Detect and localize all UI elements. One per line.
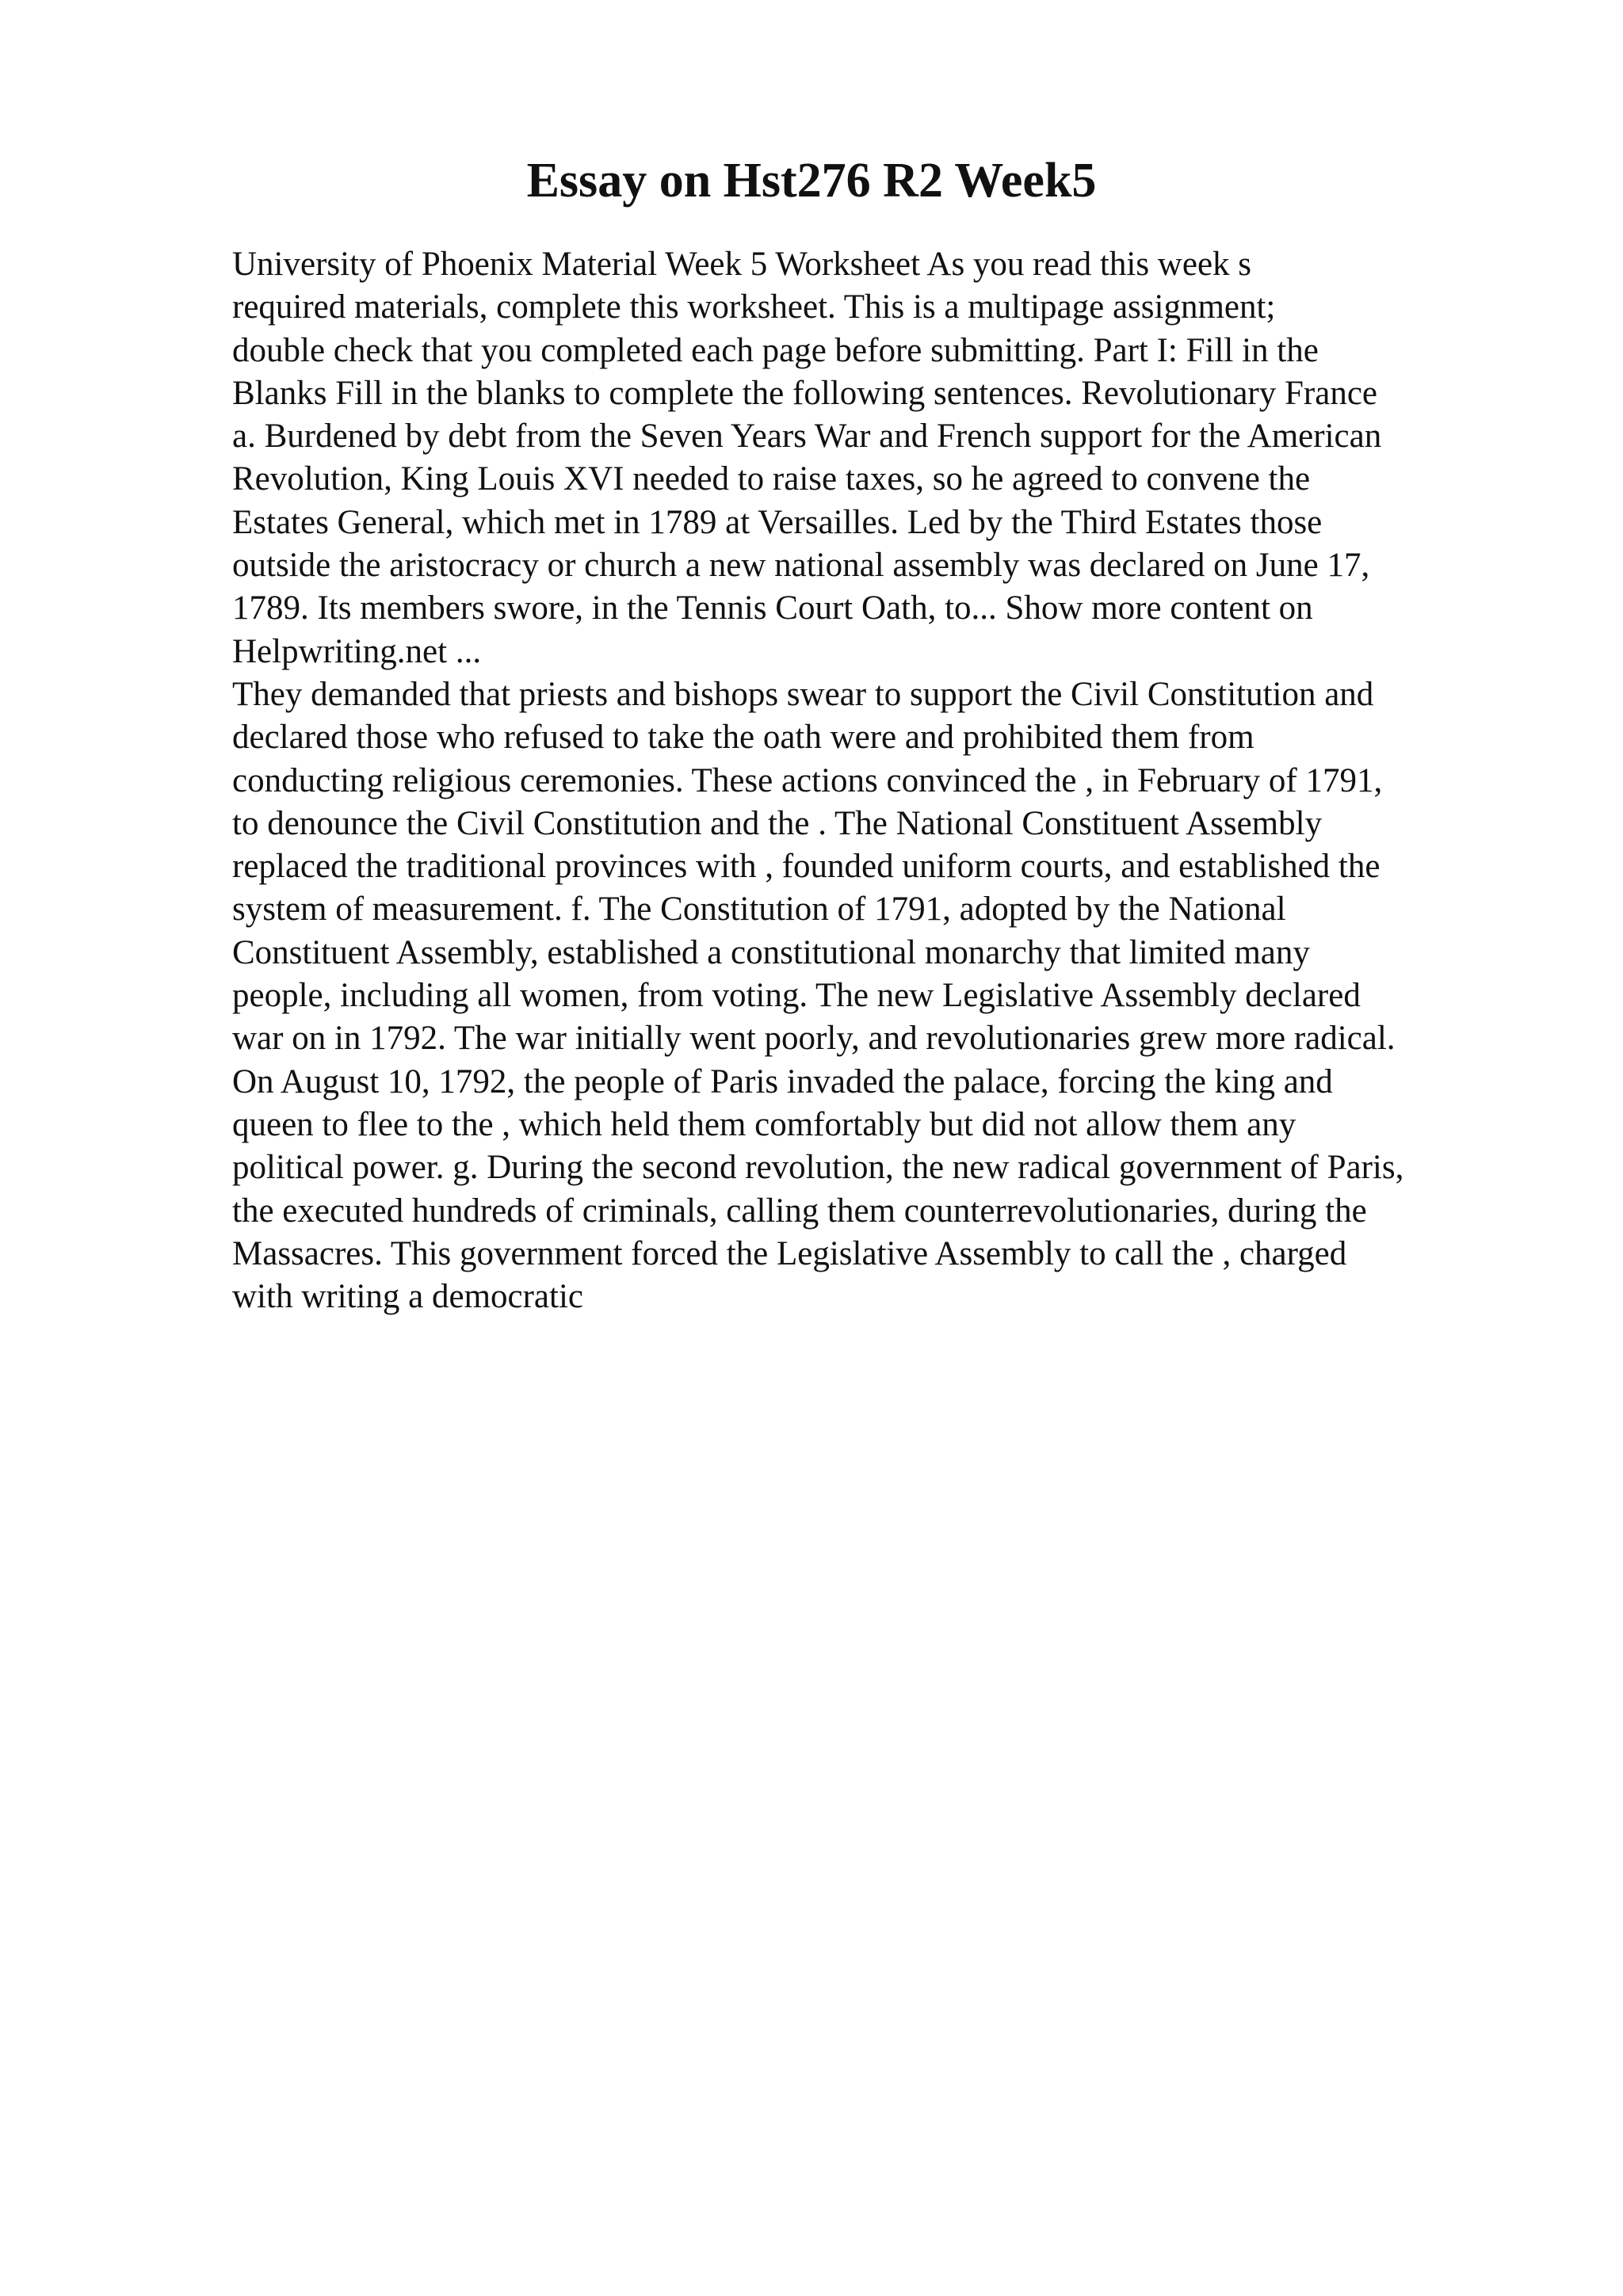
text-line: to denounce the Civil Constitution and the . The National Constituent Assembly bbox=[232, 804, 1323, 842]
text-line: political power. g. During the second revolution, the new radical government of Paris, bbox=[232, 1149, 1404, 1187]
page-title: Essay on Hst276 R2 Week5 bbox=[526, 154, 1097, 208]
text-line: queen to flee to the , which held them comfortably but did not allow them any bbox=[232, 1105, 1296, 1143]
text-line: replaced the traditional provinces with , founded uniform courts, and established the bbox=[232, 848, 1381, 886]
text-line: outside the aristocracy or church a new national assembly was declared on June 17, bbox=[232, 547, 1370, 585]
text-line: conducting religious ceremonies. These actions convinced the , in February of 1791, bbox=[232, 761, 1383, 799]
text-line: University of Phoenix Material Week 5 Worksheet As you read this week s bbox=[232, 246, 1252, 283]
text-line: Helpwriting.net ... bbox=[232, 632, 482, 670]
text-line: 1789. Its members swore, in the Tennis Court Oath, to... Show more content on bbox=[232, 589, 1313, 627]
text-line: Estates General, which met in 1789 at Versailles. Led by the Third Estates those bbox=[232, 503, 1323, 541]
text-line: required materials, complete this worksheet. This is a multipage assignment; bbox=[232, 288, 1276, 326]
text-line: Massacres. This government forced the Legislative Assembly to call the , charged bbox=[232, 1234, 1347, 1272]
text-line: with writing a democratic bbox=[232, 1278, 583, 1316]
text-line: a. Burdened by debt from the Seven Years War and French support for the American bbox=[232, 418, 1382, 456]
text-line: On August 10, 1792, the people of Paris invaded the palace, forcing the king and bbox=[232, 1062, 1333, 1100]
text-line: declared those who refused to take the oath were and prohibited them from bbox=[232, 719, 1254, 757]
text-line: system of measurement. f. The Constitution of 1791, adopted by the National bbox=[232, 891, 1286, 929]
text-line: Constituent Assembly, established a constitutional monarchy that limited many bbox=[232, 933, 1310, 971]
text-line: double check that you completed each page before submitting. Part I: Fill in the bbox=[232, 331, 1319, 369]
text-line: war on in 1792. The war initially went poorly, and revolutionaries grew more radical. bbox=[232, 1020, 1396, 1058]
text-line: Blanks Fill in the blanks to complete the following sentences. Revolutionary France bbox=[232, 374, 1377, 412]
text-line: Revolution, King Louis XVI needed to raise taxes, so he agreed to convene the bbox=[232, 460, 1311, 498]
text-line: people, including all women, from voting. The new Legislative Assembly declared bbox=[232, 977, 1361, 1015]
essay-body bbox=[232, 243, 1532, 1318]
text-line: the executed hundreds of criminals, calling them counterrevolutionaries, during the bbox=[232, 1192, 1367, 1230]
text-line: They demanded that priests and bishops swear to support the Civil Constitution and bbox=[232, 675, 1374, 713]
